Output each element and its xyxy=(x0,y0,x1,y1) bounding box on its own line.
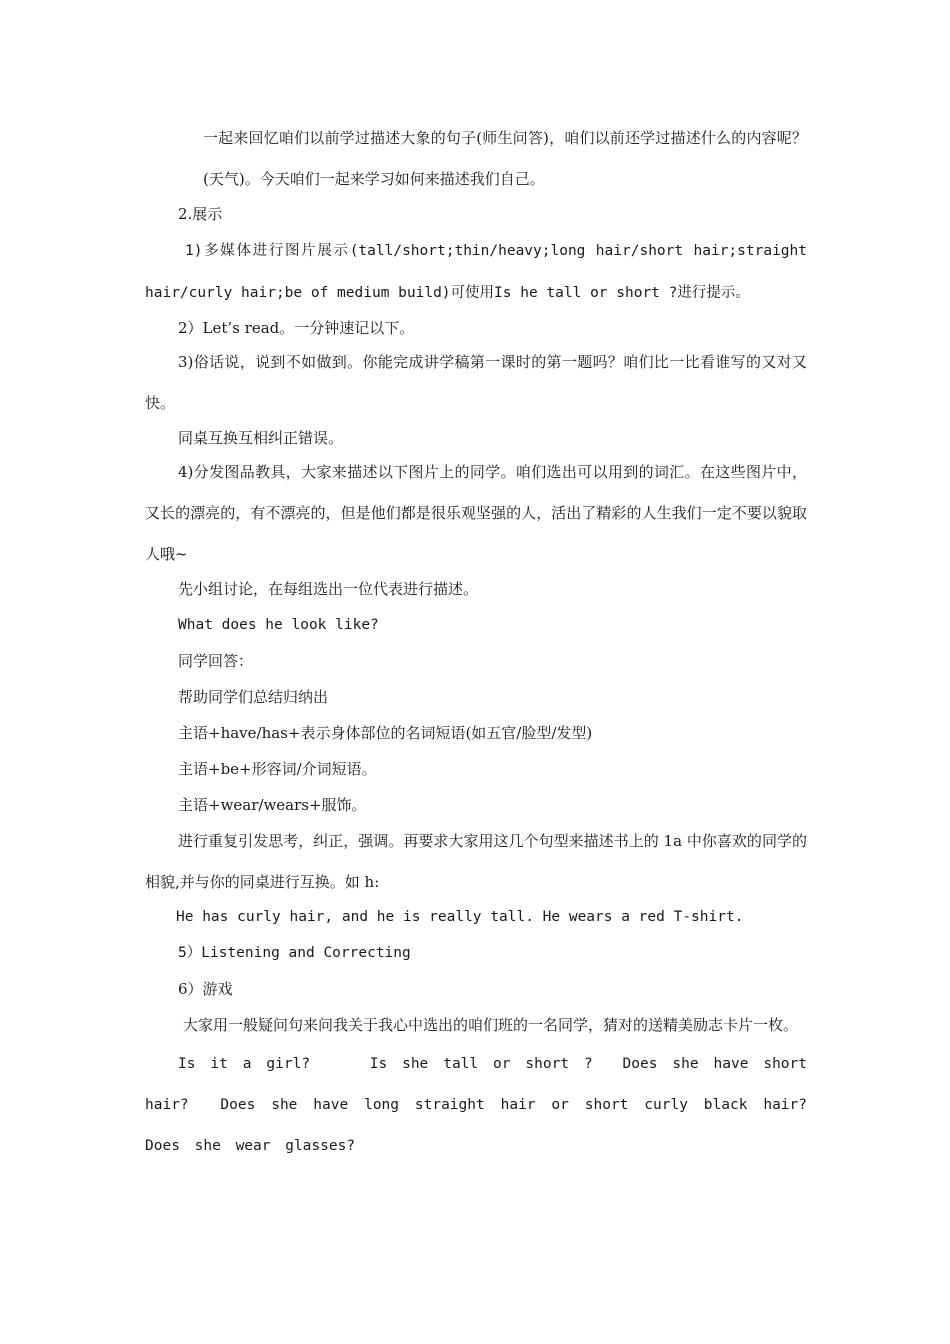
paragraph-group-discussion xyxy=(145,571,807,607)
paragraph-practice xyxy=(145,342,807,424)
paragraph-text: 主语+have/has+表示身体部位的名词短语(如五官/脸型/发型) xyxy=(178,724,593,742)
paragraph-game-questions xyxy=(145,1044,896,1167)
paragraph-game-rules xyxy=(145,1005,807,1046)
paragraph-text: 3)俗话说，说到不如做到。你能完成讲学稿第一课时的第一题吗？咱们比一比看谁写的又对又快。 xyxy=(145,353,807,412)
paragraph-text: 进行重复引发思考，纠正，强调。再要求大家用这几个句型来描述书上的 1a 中你喜欢的同学的相貌,并与你的同桌进行互换。如 h: xyxy=(145,832,807,891)
paragraph-text: He has curly hair, and he is really tall. He wears a red T-shirt. xyxy=(176,909,744,925)
paragraph-text: Is it a girl? Is she tall or short ? Does she have short hair? Does she have long straight hair or short curly black hair? Does she wear glasses? xyxy=(145,1056,896,1154)
paragraph-repeat xyxy=(145,821,807,903)
section-heading-display xyxy=(145,196,807,232)
paragraph-question xyxy=(145,607,807,643)
paragraph-lets-read xyxy=(145,310,807,346)
paragraph-review xyxy=(145,118,807,200)
paragraph-text: 2.展示 xyxy=(178,205,223,223)
pattern-be xyxy=(145,751,807,787)
document-page xyxy=(145,118,896,1167)
paragraph-text: 先小组讨论，在每组选出一位代表进行描述。 xyxy=(178,580,479,598)
section-heading-listening xyxy=(145,935,807,971)
paragraph-text: 同桌互换互相纠正错误。 xyxy=(178,429,344,447)
paragraph-text: 1)多媒体进行图片展示(tall/short;thin/heavy;long hair/short hair;straight hair/curly hair;be of medium build)可使用Is he tall or short ?进行提示。 xyxy=(145,243,807,301)
paragraph-text: 6）游戏 xyxy=(178,980,233,998)
paragraph-text: 一起来回忆咱们以前学过描述大象的句子(师生问答)，咱们以前还学过描述什么的内容呢？(天气)。今天咱们一起来学习如何来描述我们自己。 xyxy=(203,129,807,188)
paragraph-text: 主语+wear/wears+服饰。 xyxy=(178,796,367,814)
paragraph-peer-check xyxy=(145,420,807,456)
paragraph-text: 5）Listening and Correcting xyxy=(178,945,411,961)
section-heading-game xyxy=(145,971,807,1007)
pattern-wear xyxy=(145,787,807,823)
paragraph-text: 4)分发图品教具，大家来描述以下图片上的同学。咱们选出可以用到的词汇。在这些图片中，又长的漂亮的，有不漂亮的，但是他们都是很乐观坚强的人，活出了精彩的人生我们一定不要以貌取人哦~ xyxy=(145,463,807,563)
paragraph-summarize xyxy=(145,679,807,715)
paragraph-text: 主语+be+形容词/介词短语。 xyxy=(178,760,377,778)
paragraph-text: 2）Let’s read。一分钟速记以下。 xyxy=(178,319,415,337)
paragraph-text: 大家用一般疑问句来问我关于我心中选出的咱们班的一名同学，猜对的送精美励志卡片一枚。 xyxy=(183,1016,799,1034)
paragraph-text: 帮助同学们总结归纳出 xyxy=(178,688,329,706)
paragraph-text: What does he look like? xyxy=(178,617,379,633)
paragraph-example-sentence xyxy=(145,899,807,935)
paragraph-pictures xyxy=(145,452,807,575)
paragraph-multimedia xyxy=(145,230,807,314)
paragraph-students-answer xyxy=(145,643,807,679)
paragraph-text: 同学回答： xyxy=(178,652,254,670)
pattern-have-has xyxy=(145,715,807,751)
